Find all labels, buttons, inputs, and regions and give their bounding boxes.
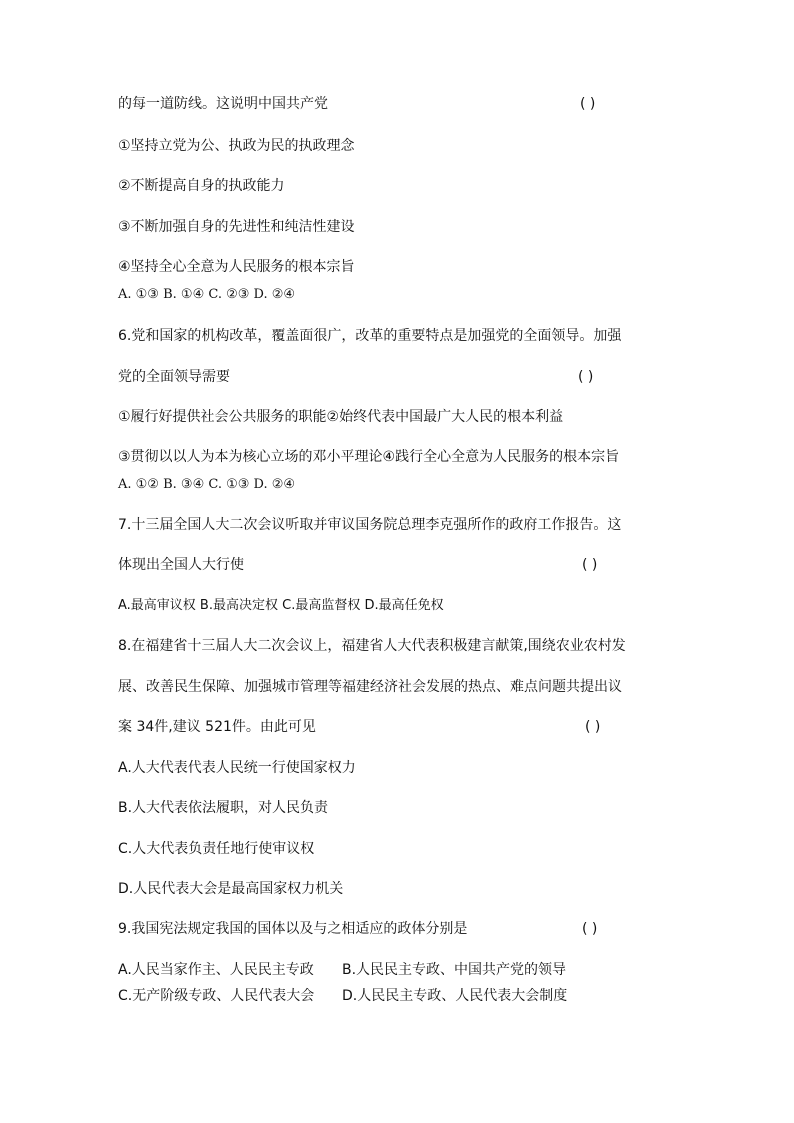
q9-options-row-1 [118, 961, 566, 979]
q6-stem-line-2: 党的全面领导需要 [118, 369, 230, 385]
q5-stem-tail: 的每一道防线。这说明中国共产党 [118, 96, 328, 112]
q9-option-d: D.人民民主专政、人民代表大会制度 [342, 988, 568, 1004]
q5-statement-1: ①坚持立党为公、执政为民的执政理念 [118, 138, 355, 154]
q9-option-b: B.人民民主专政、中国共产党的领导 [342, 962, 567, 978]
q9-options-row-2 [118, 987, 567, 1005]
q8-stem-line-2: 展、改善民生保障、加强城市管理等福建经济社会发展的热点、难点问题共提出议 [118, 679, 622, 695]
q7-options: A.最高审议权 B.最高决定权 C.最高监督权 D.最高任免权 [118, 598, 444, 613]
q8-option-c: C.人大代表负责任地行使审议权 [118, 841, 315, 857]
q6-statements-3-4: ③贯彻以以人为本为核心立场的邓小平理论④践行全心全意为人民服务的根本宗旨 [118, 449, 620, 465]
q5-statement-2: ②不断提高自身的执政能力 [118, 178, 285, 194]
q9-answer-paren: ( ) [582, 921, 598, 937]
q8-option-a: A.人大代表代表人民统一行使国家权力 [118, 760, 356, 776]
q8-answer-paren: ( ) [585, 719, 601, 735]
q9-option-a: A.人民当家作主、人民民主专政 [118, 962, 314, 978]
q7-answer-paren: ( ) [582, 557, 598, 573]
q8-stem-line-1: 8.在福建省十三届人大二次会议上，福建省人大代表积极建言献策,围绕农业农村发 [118, 638, 626, 654]
q5-statement-3: ③不断加强自身的先进性和纯洁性建设 [118, 219, 355, 235]
q9-stem: 9.我国宪法规定我国的国体以及与之相适应的政体分别是 [118, 921, 468, 937]
q7-stem-line-1: 7.十三届全国人大二次会议听取并审议国务院总理李克强所作的政府工作报告。这 [118, 517, 622, 533]
q6-answer-paren: ( ) [578, 369, 594, 385]
q6-statements-1-2: ①履行好提供社会公共服务的职能②始终代表中国最广大人民的根本利益 [118, 409, 564, 425]
q5-options: A. ①③ B. ①④ C. ②③ D. ②④ [118, 287, 296, 302]
q5-statement-4: ④坚持全心全意为人民服务的根本宗旨 [118, 259, 355, 275]
q5-answer-paren: ( ) [580, 96, 596, 112]
q8-stem-line-3: 案 34件,建议 521件。由此可见 [118, 719, 316, 735]
q6-options: A. ①② B. ③④ C. ①③ D. ②④ [118, 477, 296, 492]
q8-option-b: B.人大代表依法履职，对人民负责 [118, 800, 329, 816]
q9-option-c: C.无产阶级专政、人民代表大会 [118, 988, 315, 1004]
q8-option-d: D.人民代表大会是最高国家权力机关 [118, 881, 344, 897]
q6-stem-line-1: 6.党和国家的机构改革，覆盖面很广，改革的重要特点是加强党的全面领导。加强 [118, 328, 622, 344]
q7-stem-line-2: 体现出全国人大行使 [118, 557, 244, 573]
